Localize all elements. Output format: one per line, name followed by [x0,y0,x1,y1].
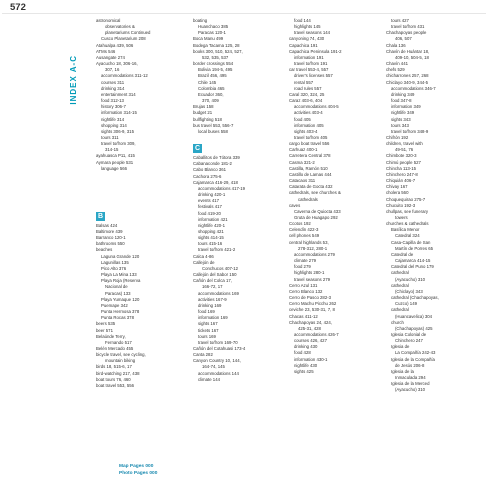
index-subentry: activities 403-4 [294,110,323,116]
index-subentry: Laguna Grande 120 [101,253,140,259]
index-entry: bird-watching 217, 438 [96,370,140,376]
index-subentry: food 312-13 [101,98,124,104]
index-subentry: travel to/from 431 [391,24,425,30]
index-entry: Barranco 120-1 [96,235,126,241]
index-subentry: Playa Yumaque 120 [101,296,140,302]
index-entry: beers 535 [96,321,116,327]
index-entry: Callejón del Sabor 150 [193,272,237,278]
index-subentry: courses 311 [101,79,125,85]
index-entry: chullpas, see funerary [386,208,429,214]
index-entry: chefs 529 [386,67,405,73]
index-subentry: Playa La Mina 133 [101,272,137,278]
index-subentry: festivals 417 [198,204,222,210]
index-subentry: drinking 169 [198,302,222,308]
index-entry: Chucuito 192-3 [386,202,416,208]
index-entry: Caballitos de Tótora 339 [193,155,240,161]
index-entry: Fernando 517 [105,339,132,345]
index-entry: Chavín de Huántar 18, [386,48,430,54]
index-subentry: Paracas 120-1 [198,30,226,36]
index-subentry: highlights 280-1 [294,270,325,276]
index-entry: Chimbote 320-3 [386,153,417,159]
index-subentry: accommodations 144 [198,370,239,376]
index-subentry: drinking 430 [294,344,318,350]
index-entry: (Ayacucho) 310 [395,387,426,393]
index-subentry: nightlife 314 [101,116,125,122]
index-entry: Belaúnde Terry, [96,333,126,339]
index-subentry: Iglesia de la [391,368,414,374]
index-subentry: Catedral del Puno 179 [391,264,434,270]
index-entry: 49-51, 76 [395,147,414,153]
index-entry: (Chiclayo) 343 [395,288,423,294]
index-subentry: Puemape 342 [101,302,128,308]
index-entry: Celendín 422-3 [289,227,319,233]
index-section-tab: INDEX A-C [69,55,78,105]
index-subentry: nightlife 349 [391,110,415,116]
index-subentry: climate 279 [294,258,316,264]
index-subentry: nightlife 420-1 [198,222,225,228]
index-entry: Cerro Blanco 132 [289,288,323,294]
index-entry: boat tours 76, 460 [96,376,131,382]
index-entry: cathedrals [298,196,318,202]
index-entry: Cabo Blanco 361 [193,167,226,173]
index-entry: Chincha 113-15 [386,165,417,171]
index-subentry: Basílica Menor [391,227,420,233]
index-subentry: cathedral [391,270,409,276]
index-subentry: Huanchaco 385 [198,24,229,30]
index-entry: Belén Mercado 455 [96,345,134,351]
index-subentry: climate 144 [198,376,220,382]
index-entry: Caraz 403-6, 404 [289,98,323,104]
index-entry: 370, 409 [202,98,219,104]
spacer [193,135,285,141]
index-entry: 425-31, 428 [298,325,321,331]
index-entry: Chavín 441 [386,61,408,67]
photo-pages-note: Photo Pages 000 [119,471,158,476]
index-entry: Canta 282 [193,352,213,358]
index-entry: La Compañía 242-43 [395,350,436,356]
index-entry: Chacas 411-12 [289,313,318,319]
page-footer [119,463,157,477]
index-entry: beer 571 [96,327,113,333]
index-entry: bus travel 553, 556-7 [193,122,234,128]
index-entry: ceviche 23, 530-31, 7, 8 [289,307,335,313]
index-subentry: Iglesia de la Merced [391,381,430,387]
index-subentry: travel to/from 421-2 [198,247,236,253]
index-entry: Callejón de [193,259,215,265]
section-letter: B [97,212,104,220]
index-entry: observatories & [105,24,135,30]
index-entry: Chinchero 247 [395,338,423,344]
index-subentry: travel to/from 309, [101,141,136,147]
index-entry: Cañón del Cotahuasi 173-4 [193,345,246,351]
index-entry: beaches [96,247,113,253]
index-subentry: drinking 314 [101,85,125,91]
index-entry: planetariums Continued [105,30,151,36]
index-subentry: accommodations 279 [294,251,335,257]
index-entry: chicharrones 257, 268 [386,73,429,79]
index-subentry: Caverna de Quiocta 433 [294,208,341,214]
index-entry: ATMs 546 [96,48,116,54]
index-subentry: accommodations 426-7 [294,331,339,337]
index-entry: Catarata de Gocta 432 [289,184,333,190]
index-entry: Carhuaz 400-1 [289,147,318,153]
index-entry: bullfighting 518 [193,116,222,122]
index-entry: canyoning 74, 430 [289,36,325,42]
index-entry: car travel 553-4, 557 [289,67,329,73]
index-entry: Capachica 191 [289,42,318,48]
index-subentry: rental 557 [294,79,314,85]
index-entry: (Ayacucho) 310 [395,276,426,282]
index-entry: Cerro de Pasco 282-3 [289,295,332,301]
index-subentry: Casa-Capilla de San [391,239,431,245]
index-subentry: information 421 [198,216,228,222]
index-subentry: highlights 145 [294,24,321,30]
index-entry: Chivay 167 [386,184,408,190]
index-entry: Ccotos 192 [289,221,311,227]
index-entry: Cerro Machu Picchu 262 [289,301,337,307]
index-subentry: tours 169 [198,333,216,339]
index-entry: 406, 507 [395,36,412,42]
index-entry: Capachica Peninsula 191-2 [289,48,342,54]
index-entry: caves [289,202,301,208]
index-subentry: events 417 [198,198,220,204]
index-subentry: local buses 558 [198,128,228,134]
index-subentry: food 405 [294,116,311,122]
index-entry: Chimú people 527 [386,159,421,165]
index-subentry: Iglesia de [391,344,410,350]
index-subentry: travel to/from 169-70 [198,339,238,345]
index-entry: Conchucos 407-12 [202,265,239,271]
index-entry: Baltimore 439 [96,229,123,234]
index-entry: Atahualpa 439, 506 [96,42,134,48]
index-subentry: Catedral de [391,251,414,257]
index-subentry: Ecuador 360, [198,91,224,97]
index-entry: Carretera Central 378 [289,153,331,159]
index-subentry: shopping 314 [101,122,127,128]
index-entry: Inmaculada 294 [395,375,426,381]
index-entry: Nacional de [105,284,128,290]
index-entry: Cañón del Colca 17, [193,278,232,284]
index-entry: central highlands 53, [289,239,329,245]
index-entry: Cuzco) 149 [395,301,417,307]
index-subentry: information 430-1 [294,356,328,362]
section-letter: C [194,145,201,153]
index-column-1 [96,18,188,389]
index-entry: 532, 535, 537 [202,54,229,60]
index-entry: bicycle travel, see cycling, [96,352,146,358]
index-subentry: food 144 [294,18,311,23]
index-subentry: accommodations 169 [198,290,239,296]
index-subentry: information 169 [198,315,228,321]
index-subentry: Iglesia de la Compañía [391,356,435,362]
index-entry: de Jesús 206-8 [395,362,425,368]
index-entry: Brujas 158 [193,104,214,110]
index-subentry: Chile 145 [198,79,217,85]
index-entry: 164-74, 145 [202,364,225,370]
index-subentry: Punta Rocas 378 [101,315,134,321]
index-entry: Caral 320, 324, 25 [289,91,325,97]
index-subentry: Pico Alto 376 [101,265,127,271]
index-entry: astronomical [96,18,121,23]
index-entry: Paracas) 133 [105,290,131,296]
index-entry: border crossings 554 [193,61,234,67]
index-entry: cholera 560 [386,190,409,196]
index-subentry: entertainment 314 [101,91,136,97]
index-subentry: food 347-8 [391,98,412,104]
index-entry: 409-10, 504-5, 18 [395,54,429,60]
index-subentry: nightlife 430 [294,362,318,368]
index-subentry: Cusco Planetarium 208 [101,36,146,42]
index-subentry: food 428 [294,350,311,356]
index-subentry: tours 415-16 [198,241,223,247]
index-entry: cargo boat travel 556 [289,141,330,147]
page-number: 572 [10,2,26,13]
index-entry: Ayacucho 18, 306-16, [96,61,138,67]
index-entry: Aymara people 531 [96,159,134,165]
index-subentry: food 169 [198,309,215,315]
spacer [96,203,188,209]
index-entry: budget 21 [193,110,213,116]
index-entry: Chiclayo 340-9, 344-5 [386,79,429,85]
index-subentry: sights 403-4 [294,128,318,134]
index-entry: Chala 136 [386,42,406,48]
index-subentry: Playa Roja (Reserva [101,278,141,284]
index-subentry: food 279 [294,264,311,270]
index-entry: Castillo de Lamas 444 [289,171,332,177]
index-subentry: cathedral [391,282,409,288]
index-subentry: drinking 420-1 [198,192,226,198]
index-subentry: accommodations 311-12 [101,73,148,79]
index-entry: Ausangate 274 [96,54,125,60]
index-subentry: tickets 167 [198,327,219,333]
index-subentry: sights 306-9, 315 [101,128,134,134]
index-entry: mountain biking [105,358,136,364]
index-subentry: sights 425 [294,368,314,374]
index-entry: Cajamarca 416-29, 418 [193,179,238,185]
index-subentry: Colombia 465 [198,85,225,91]
index-subentry: cathedral [391,307,409,313]
index-subentry: activities 167-9 [198,296,227,302]
index-entry: boat travel 553, 556 [96,382,134,388]
index-entry: Boca Manu 499 [193,36,224,42]
index-entry: towers [395,215,408,220]
index-subentry: sights 414-15 [198,235,224,241]
index-subentry: travel seasons 144 [294,30,331,36]
index-subentry: Brazil 456, 495 [198,73,227,79]
index-entry: 278-312, 280-1 [298,245,328,251]
index-column-2 [193,18,285,383]
index-entry: (Chachapoyas) 425 [395,325,433,331]
index-subentry: information 405 [294,122,324,128]
index-subentry: sights 167 [198,321,218,327]
index-subentry: road rules 557 [294,85,322,91]
index-entry: children, travel with [386,141,423,147]
index-subentry: Lagunillas 135 [101,259,129,265]
index-entry: Chiquián 406-7 [386,178,416,184]
index-entry: birds 18, 515-6, 17 [96,364,132,370]
index-subentry: accommodations 417-19 [198,185,246,191]
index-entry: cell phones 549 [289,233,320,239]
index-subentry: Punta Hermosa 378 [101,309,140,315]
index-subentry: Iglesia Colonial de [391,331,427,337]
index-entry: boating [193,18,208,23]
index-entry: bathrooms 550 [96,241,125,247]
index-subentry: information 349 [391,104,421,110]
index-subentry: cathedral (Chachapoyas, [391,295,439,301]
index-subentry: driver's licenses 557 [294,73,333,79]
index-subentry: language 566 [101,165,128,171]
index-entry: Calca 4-86 [193,253,214,259]
index-subentry: drinking 349 [391,91,415,97]
index-entry: 314-15 [105,147,119,153]
index-entry: Chachapoyas people [386,30,427,36]
index-subentry: food 419-20 [198,210,221,216]
index-subentry: courses 426, 427 [294,338,327,344]
index-entry: ayahuasca P11, 415 [96,153,135,159]
index-subentry: sights 343 [391,116,411,122]
index-entry: Casma 321-2 [289,159,315,165]
index-entry: (Huancavelica) 304 [395,313,433,319]
index-entry: Cerro Azul 131 [289,282,318,288]
index-subentry: tours 343 [391,122,409,128]
index-subentry: history 306-7 [101,104,126,110]
index-subentry: information 314-15 [101,110,137,116]
index-subentry: travel to/from 348-9 [391,128,429,134]
index-entry: books 300, 510, 524, 527, [193,48,243,54]
index-subentry: shopping 421 [198,229,224,234]
index-entry: Martín de Porres 65 [395,245,433,251]
index-entry: Chifrón 192 [386,134,409,140]
index-subentry: Gruta de Huagapo 292 [294,215,338,220]
index-entry: Cajamarca 414-15 [395,258,431,264]
header-divider [2,13,486,14]
index-entry: Chinchero 247-8 [386,171,418,177]
index-entry: Castilla, Ramón 510 [289,165,328,171]
index-column-3 [289,18,381,375]
index-entry: 166-72, 17 [202,284,223,290]
index-subentry: information 191 [294,54,324,60]
index-entry: cathedrals, see churches & [289,190,341,196]
index-entry: Balsas 424 [96,222,118,228]
index-entry: 307, 16 [105,67,120,73]
index-column-4 [386,18,484,394]
index-entry: Catacaos 311 [289,178,316,184]
index-subentry: church [391,319,404,325]
index-subentry: accommodations 346-7 [391,85,436,91]
index-subentry: travel to/from 405 [294,134,328,140]
index-entry: Chachapoyas 24, 424, [289,319,333,325]
index-entry: Catedral 324 [395,233,420,239]
index-entry: Bodega Tacama 125, 28 [193,42,240,48]
index-subentry: accommodations 404-5 [294,104,339,110]
index-subentry: travel to/from 191 [294,61,328,67]
map-pages-note: Map Pages 000 [119,464,154,469]
index-subentry: tours 311 [101,134,119,140]
index-entry: Cachora 275-6 [193,173,222,179]
index-entry: Canyon Country 10, 144, [193,358,241,364]
index-entry: churches & cathedrals [386,221,429,227]
index-entry: Choquequirao 275-7 [386,196,426,202]
index-subentry: tours 427 [391,18,409,23]
index-subentry: travel seasons 279 [294,276,331,282]
index-subentry: Bolivia 194-5, 495 [198,67,233,73]
index-entry: Cabanaconde 181-2 [193,161,232,167]
